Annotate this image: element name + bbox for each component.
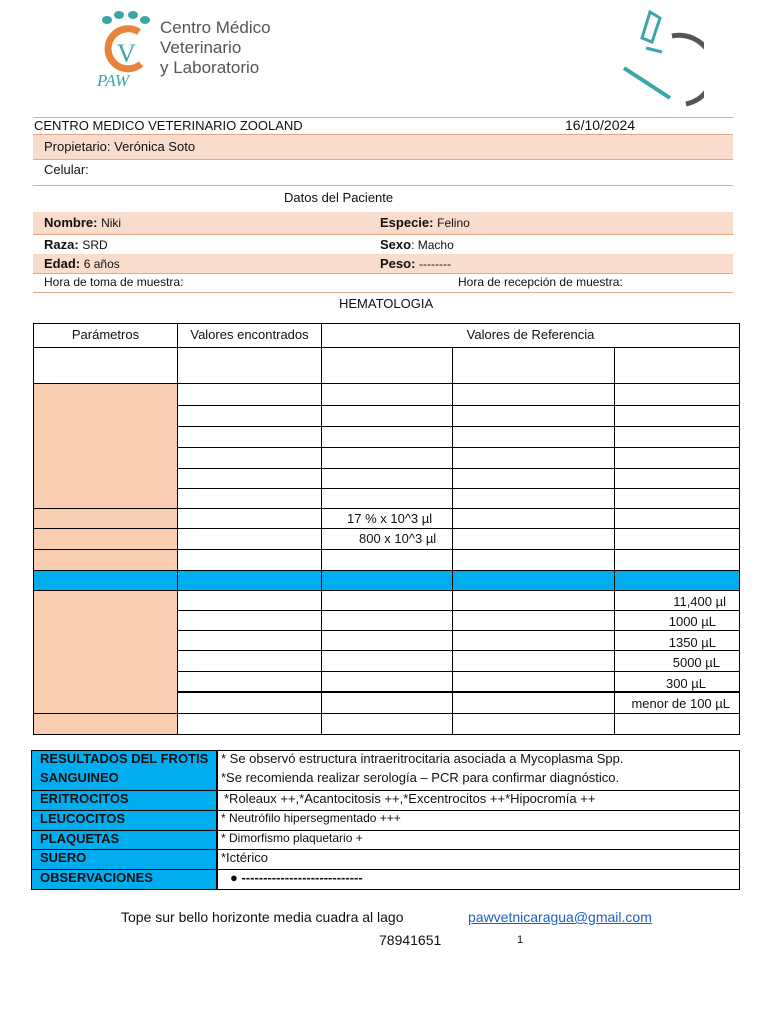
grid-cell [321,447,453,469]
grid-cell [321,426,453,448]
result-label: LEUCOCITOS [31,810,217,831]
logo-text [160,18,271,78]
result-value: *Se recomienda realizar serología – PCR para confirmar diagnóstico. [217,770,740,791]
logo-line-2: Veterinario [160,38,242,57]
reference-value-4: 5000 µL [672,655,720,670]
grid-cell [177,447,322,469]
grid-cell [321,630,453,651]
hematology-title: HEMATOLOGIA [339,296,434,311]
reception-time-label: Hora de recepción de muestra: [458,275,623,289]
name-field: Nombre: Niki [44,215,122,230]
grid-cell [321,405,453,427]
grid-cell [177,426,322,448]
found-value-1: 17 % x 10^3 µl [347,511,433,526]
header-params: Parámetros [71,327,140,342]
patient-breed: SRD [82,238,108,252]
owner-label: Propietario: [44,139,111,154]
grid-cell [614,713,740,735]
footer-address: Tope sur bello horizonte media cuadra al lago [121,909,404,925]
grid-cell [614,528,740,550]
patient-species: Felino [437,216,470,230]
grid-cell [321,692,453,714]
grid-cell [321,713,453,735]
owner-value: Verónica Soto [114,139,196,154]
grid-cell [614,405,740,427]
grid-cell [452,590,615,611]
grid-cell [614,468,740,489]
grid-cell [452,671,615,692]
report-date: 16/10/2024 [565,117,636,133]
result-value: *Ictérico [217,849,740,870]
grid-cell [452,383,615,406]
grid-cell [452,692,615,714]
grid-cell [614,488,740,509]
grid-cell [452,508,615,529]
patient-age: 6 años [83,257,120,271]
result-row [31,849,740,870]
result-label: SANGUINEO [31,770,217,791]
result-value: * Se observó estructura intraeritrocitaria asociada a Mycoplasma Spp. [217,750,740,771]
grid-cell [177,383,322,406]
result-label: PLAQUETAS [31,830,217,850]
owner-field [44,139,195,154]
reference-value-6: menor de 100 µL [631,696,730,711]
result-value: * Dimorfismo plaquetario + [217,830,740,850]
reference-value-1: 11,400 µl [673,594,726,609]
result-row [31,750,740,771]
grid-cell [321,671,453,692]
grid-cell [177,508,322,529]
grid-cell [321,488,453,509]
sex-field: Sexo: Macho [380,237,454,252]
reference-value-2: 1000 µL [668,614,716,629]
result-value: * Neutrófilo hipersegmentado +++ [217,810,740,831]
result-label: SUERO [31,849,217,870]
footer-email[interactable]: pawvetnicaragua@gmail.com [468,909,652,925]
result-row [31,830,740,850]
grid-cell [177,488,322,509]
grid-cell [614,508,740,529]
phone-label: Celular: [44,162,89,177]
grid-cell [452,405,615,427]
grid-cell [614,549,740,571]
grid-cell [614,426,740,448]
grid-cell [177,468,322,489]
hematology-table [33,323,740,735]
grid-cell [177,650,322,672]
result-row [31,869,740,890]
grid-cell [321,549,453,571]
result-row [31,770,740,791]
grid-cell [321,383,453,406]
found-value-2: 800 x 10^3 µl [359,531,437,546]
grid-cell [321,590,453,611]
result-row [31,790,740,811]
grid-cell [177,692,322,714]
result-value: *Roleaux ++,*Acantocitosis ++,*Excentrocitos ++*Hipocromía ++ [217,790,740,811]
sample-time-label: Hora de toma de muestra: [44,275,184,289]
logo-line-3: y Laboratorio [160,58,260,77]
grid-cell [177,671,322,692]
clinic-name: CENTRO MEDICO VETERINARIO ZOOLAND [34,118,303,133]
grid-cell [452,549,615,571]
reference-value-3: 1350 µL [668,635,716,650]
result-value: ● ---------------------------- [217,869,740,890]
header-reference: Valores de Referencia [466,327,595,342]
grid-cell [177,713,322,735]
logo-brand: PAW [97,71,130,90]
grid-cell [614,447,740,469]
grid-cell [452,468,615,489]
separator-row [33,570,740,591]
grid-cell [452,447,615,469]
grid-cell [321,468,453,489]
age-field: Edad: 6 años [44,256,120,271]
phone-field [44,162,89,177]
reference-value-5: 300 µL [665,676,706,691]
result-label: OBSERVACIONES [31,869,217,890]
grid-cell [177,590,322,611]
grid-cell [452,426,615,448]
grid-cell [452,610,615,631]
grid-cell [177,528,322,550]
page-number: 1 [517,934,524,946]
microscope-icon [612,8,704,108]
result-row [31,810,740,831]
grid-cell [321,610,453,631]
grid-cell [321,650,453,672]
grid-cell [452,650,615,672]
grid-cell [177,405,322,427]
patient-sex: : Macho [411,238,454,252]
grid-cell [452,528,615,550]
grid-cell [452,630,615,651]
patient-name: Niki [101,216,122,230]
header-found: Valores encontrados [190,327,309,342]
grid-cell [614,383,740,406]
logo-line-1: Centro Médico [160,18,271,37]
grid-cell [452,488,615,509]
grid-cell [177,610,322,631]
result-label: ERITROCITOS [31,790,217,811]
paw-logo-icon [93,10,163,90]
grid-cell [452,713,615,735]
patient-heading: Datos del Paciente [284,190,394,205]
grid-cell [177,630,322,651]
result-label: RESULTADOS DEL FROTIS [31,750,217,771]
logo-letter: V [117,39,136,68]
grid-cell [177,549,322,571]
footer-phone: 78941651 [379,932,442,948]
patient-weight: -------- [419,257,451,271]
breed-field: Raza: SRD [44,237,108,252]
species-field: Especie: Felino [380,215,470,230]
weight-field: Peso: -------- [380,256,451,271]
